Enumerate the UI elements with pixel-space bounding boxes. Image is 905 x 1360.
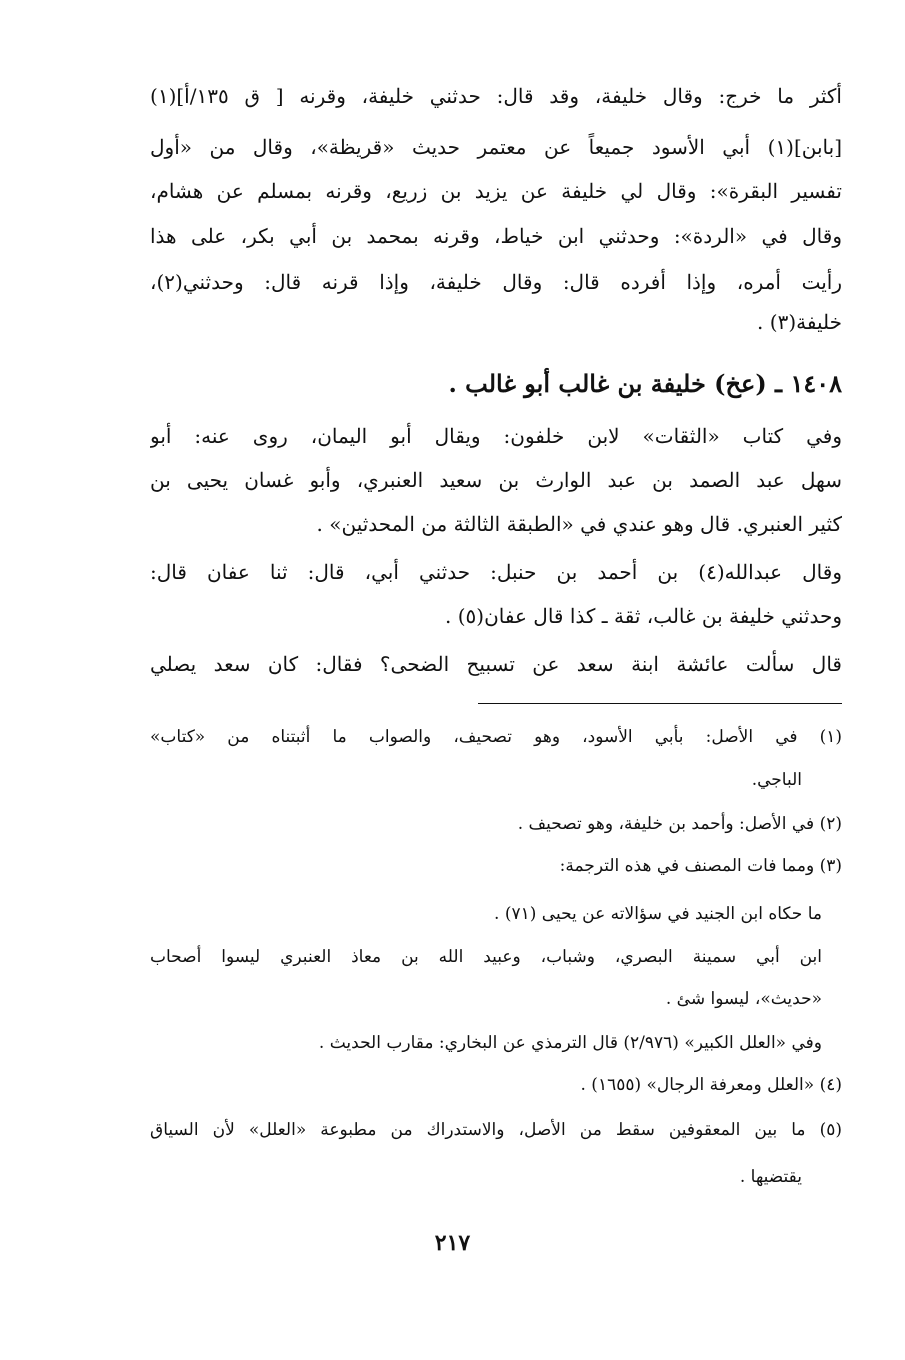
body-line: وقال في «الردة»: وحدثني ابن خياط، وقرنه بمحمد بن أبي بكر، على هذا: [150, 224, 842, 248]
entry-line: سهل عبد الصمد بن عبد الوارث بن سعيد العنبري، وأبو غسان يحيى بن: [150, 468, 842, 492]
footnote-line: ما حكاه ابن الجنيد في سؤالاته عن يحيى (٧١) .: [494, 904, 822, 924]
body-line: [بابن](١) أبي الأسود جميعاً عن معتمر حديث «قريظة»، وقال من «أول: [150, 135, 842, 159]
footnote-line: وفي «العلل الكبير» (٢/٩٧٦) قال الترمذي عن البخاري: مقارب الحديث .: [318, 1033, 822, 1053]
entry-line: وحدثني خليفة بن غالب، ثقة ـ كذا قال عفان(٥) .: [445, 604, 842, 628]
entry-line: وفي كتاب «الثقات» لابن خلفون: ويقال أبو اليمان، روى عنه: أبو: [150, 424, 842, 448]
footnote-line: يقتضيها .: [739, 1167, 802, 1187]
footnote-line: (٤) «العلل ومعرفة الرجال» (١٦٥٥) .: [580, 1075, 842, 1095]
entry-line: كثير العنبري. قال وهو عندي في «الطبقة الثالثة من المحدثين» .: [316, 512, 842, 536]
body-line: تفسير البقرة»: وقال لي خليفة عن يزيد بن زريع، وقرنه بمسلم عن هشام،: [150, 179, 842, 203]
footnote-line: (٥) ما بين المعقوفين سقط من الأصل، والاستدراك من مطبوعة «العلل» لأن السياق: [150, 1120, 842, 1140]
body-line: أكثر ما خرج: وقال خليفة، وقد قال: حدثني خليفة، وقرنه [ ق ١٣٥/أ](١): [150, 84, 842, 108]
footnote-line: (٣) ومما فات المصنف في هذه الترجمة:: [559, 856, 842, 876]
footnote-line: الباجي.: [751, 770, 802, 790]
entry-line: وقال عبدالله(٤) بن أحمد بن حنبل: حدثني أبي، قال: ثنا عفان قال:: [150, 560, 842, 584]
entry-heading: ١٤٠٨ ـ (عخ) خليفة بن غالب أبو غالب .: [448, 369, 842, 398]
footnote-line: (٢) في الأصل: وأحمد بن خليفة، وهو تصحيف .: [517, 814, 842, 834]
page-number: ٢١٧: [434, 1230, 471, 1256]
footnote-separator: [478, 703, 842, 704]
body-line: رأيت أمره، وإذا أفرده قال: وقال خليفة، وإذا قرنه قال: وحدثني(٢)،: [150, 270, 842, 294]
body-line: خليفة(٣) .: [757, 310, 842, 334]
footnote-line: (١) في الأصل: بأبي الأسود، وهو تصحيف، والصواب ما أثبتناه من «كتاب»: [150, 727, 842, 747]
footnote-line: «حديث»، ليسوا شئ .: [665, 989, 822, 1009]
entry-line: قال سألت عائشة ابنة سعد عن تسبيح الضحى؟ فقال: كان سعد يصلي: [150, 652, 842, 676]
footnote-line: ابن أبي سمينة البصري، وشباب، وعبيد الله بن معاذ العنبري ليسوا أصحاب: [150, 947, 822, 967]
